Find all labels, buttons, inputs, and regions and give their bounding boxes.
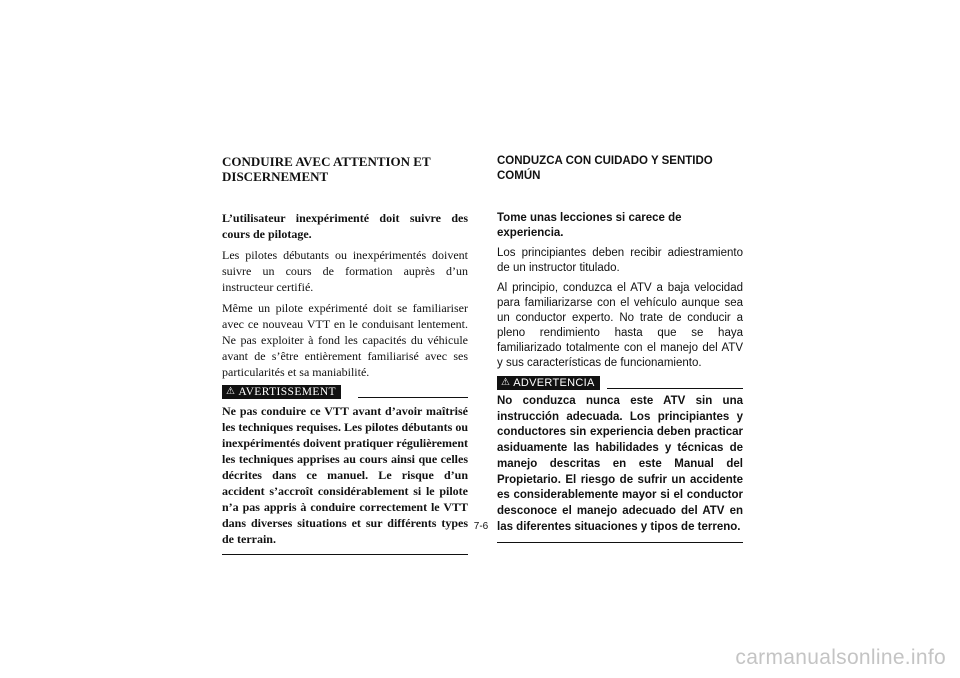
paragraph-es-2: Al principio, conduzca el ATV a baja velocidad para familiarizarse con el vehículo aunque sea un conductor experto. No trate de conducir a pleno rendimiento hasta que se haya familiarizado totalmente con el manejo del ATV y sus características de funcionamiento. [497, 282, 743, 369]
watermark: carmanualsonline.info [735, 646, 946, 669]
section-title-fr: CONDUIRE AVEC ATTENTION ET DISCERNEMENT [222, 154, 431, 184]
spanish-column [497, 154, 743, 543]
warning-text-es: No conduzca nunca este ATV sin una instrucción adecuada. Los principiantes y conductores sin experiencia deben practicar asiduamente las habilidades y técnicas de manejo descritas en este Manual del Propietario. El riesgo de sufrir un accidente es considerablemente mayor si el conductor desconoce el manejo adecuado del ATV en las diferentes situaciones y tipos de terreno. [497, 395, 743, 533]
warning-badge-es [497, 376, 600, 390]
warning-rule-fr [358, 397, 468, 398]
french-column [222, 154, 468, 555]
warning-header-es [497, 376, 743, 394]
paragraph-fr-1: Les pilotes débutants ou inexpérimentés doivent suivre un cours de formation auprès d’un instructeur certifié. [222, 248, 468, 294]
warning-text-fr: Ne pas conduire ce VTT avant d’avoir maîtrisé les techniques requises. Les pilotes débutants ou inexpérimentés doivent pratiquer régulièrement les techniques apprises au cours ainsi que celles décrites dans ce manuel. Le risque d’un accident s’accroît considérablement si le pilote n’a pas appris à conduire correctement le VTT dans diverses situations et sur différents types de terrain. [222, 404, 468, 546]
warning-triangle-icon: ⚠ [226, 386, 236, 397]
section-title-es: CONDUZCA CON CUIDADO Y SENTIDO COMÚN [497, 155, 713, 182]
warning-badge-fr [222, 385, 341, 399]
warning-label-es: ADVERTENCIA [513, 377, 595, 389]
page-number: 7-6 [473, 521, 489, 532]
subheading-fr: L’utilisateur inexpérimenté doit suivre des cours de pilotage. [222, 211, 468, 241]
warning-rule-es [607, 388, 743, 389]
warning-end-rule-es [497, 542, 743, 543]
warning-triangle-icon: ⚠ [501, 377, 511, 388]
warning-header-fr [222, 385, 468, 403]
warning-label-fr: AVERTISSEMENT [238, 386, 336, 398]
paragraph-es-1: Los principiantes deben recibir adiestramiento de un instructor titulado. [497, 247, 743, 274]
paragraph-fr-2: Même un pilote expérimenté doit se familiariser avec ce nouveau VTT en le conduisant lentement. Ne pas exploiter à fond les capacités du véhicule avant de s’être entièrement familiarisé avec ses particularités et sa maniabilité. [222, 301, 468, 379]
subheading-es: Tome unas lecciones si carece de experiencia. [497, 212, 682, 239]
warning-end-rule-fr [222, 554, 468, 555]
